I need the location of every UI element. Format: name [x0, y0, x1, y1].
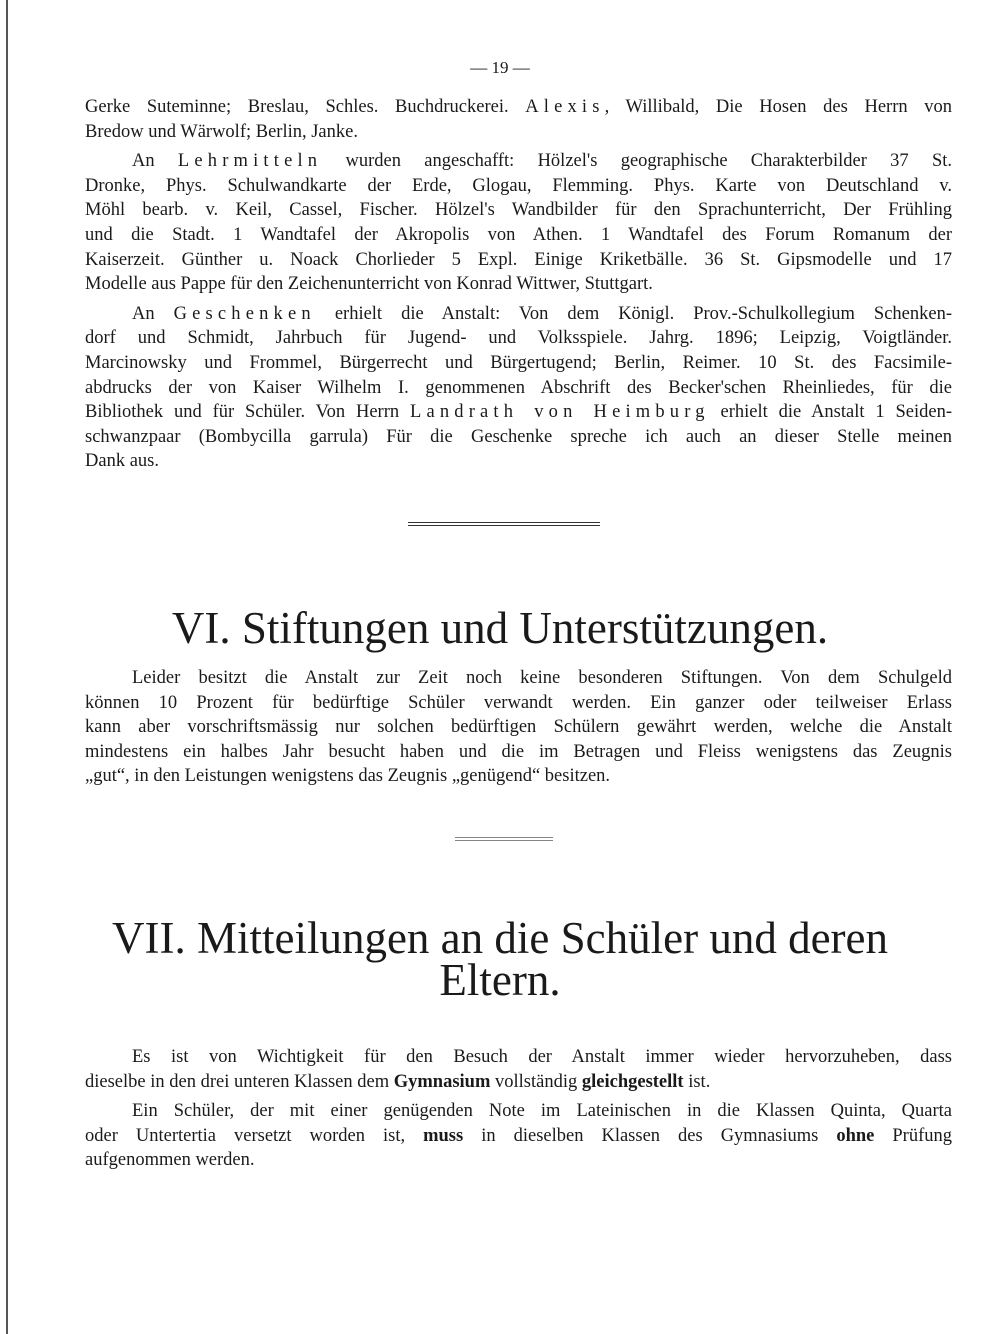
text-line	[85, 198, 952, 223]
text-segment: erhielt die Anstalt 1 Seiden-	[709, 402, 952, 423]
bold-text: ohne	[836, 1125, 875, 1146]
text-line	[85, 248, 952, 273]
paragraph	[85, 302, 952, 474]
text-line	[85, 425, 952, 450]
text-line	[85, 149, 952, 174]
paragraph-block	[85, 666, 952, 794]
section-heading-vii-line2: Eltern.	[439, 955, 561, 1005]
text-line	[85, 302, 952, 327]
text-line	[85, 326, 952, 351]
text-segment: An	[132, 151, 178, 172]
section-divider	[408, 522, 600, 526]
section-heading-vi: VI. Stiftungen und Unterstützungen.	[171, 603, 829, 653]
text-segment: Ein Schüler, der mit einer genügenden Note im Lateinischen in die Klassen Quinta, Quarta	[132, 1101, 952, 1122]
page-number: — 19 —	[470, 58, 530, 77]
spaced-text: Landrath von Heimburg	[409, 402, 710, 423]
text-segment: mindestens ein halbes Jahr besucht haben und die im Betragen und Fleiss wenigstens das Zeugnis	[85, 741, 952, 762]
text-segment: kann aber vorschriftsmässig nur solchen bedürftigen Schülern gewährt werden, welche die Anstalt	[85, 717, 952, 738]
text-segment: Es ist von Wichtigkeit für den Besuch der Anstalt immer wieder hervorzuheben, dass	[132, 1047, 952, 1067]
text-segment: dorf und Schmidt, Jahrbuch für Jugend- und Volksspiele. Jahrg. 1896; Leipzig, Voigtländer.	[85, 328, 952, 349]
section-heading-vii: VII. Mitteilungen an die Schüler und deren	[111, 913, 889, 963]
bold-text: gleichgestellt	[581, 1071, 684, 1092]
text-segment: Gerke Suteminne; Breslau, Schles. Buchdruckerei.	[85, 97, 526, 117]
text-line	[85, 376, 952, 401]
text-segment: Dank aus.	[85, 451, 159, 472]
paragraph	[85, 1045, 952, 1094]
spaced-text: Geschenken	[173, 303, 316, 324]
paragraph	[85, 149, 952, 297]
text-segment: An	[132, 303, 174, 324]
bold-text: Gymnasium	[393, 1071, 491, 1092]
text-segment: „gut“, in den Leistungen wenigstens das Zeugnis „genügend“ besitzen.	[85, 766, 611, 787]
text-line	[85, 1099, 952, 1124]
text-segment: erhielt die Anstalt: Von dem Königl. Prov.-Schulkollegium Schenken-	[315, 303, 952, 324]
text-segment: , Willibald, Die Hosen des Herrn von	[604, 97, 952, 117]
text-line	[85, 715, 952, 740]
page-binding-edge	[6, 0, 8, 1334]
text-segment: Bredow und Wärwolf; Berlin, Janke.	[85, 121, 358, 142]
paragraph	[85, 1099, 952, 1173]
text-segment: in dieselben Klassen des Gymnasiums	[463, 1125, 837, 1146]
text-segment: Dronke, Phys. Schulwandkarte der Erde, Glogau, Flemming. Phys. Karte von Deutschland v.	[85, 175, 952, 196]
text-line	[85, 95, 952, 120]
text-line	[85, 764, 952, 789]
text-segment: und die Stadt. 1 Wandtafel der Akropolis von Athen. 1 Wandtafel des Forum Romanum der	[85, 224, 952, 245]
text-segment: schwanzpaar (Bombycilla garrula) Für die Geschenke spreche ich auch an dieser Stelle meinen	[85, 426, 952, 447]
text-segment: vollständig	[490, 1071, 582, 1092]
text-segment: wurden angeschafft: Hölzel's geographische Charakterbilder 37 St.	[322, 151, 952, 172]
text-line	[85, 120, 952, 145]
spaced-text: Lehrmitteln	[177, 151, 323, 172]
spaced-text: Alexis	[525, 97, 605, 117]
section-divider	[455, 837, 553, 841]
text-segment: oder Untertertia versetzt worden ist,	[85, 1125, 424, 1146]
text-segment: Marcinowsky und Frommel, Bürgerrecht und Bürgertugend; Berlin, Reimer. 10 St. des Facsimile-	[85, 352, 952, 373]
text-segment: Bibliothek und für Schüler. Von Herrn	[85, 402, 410, 423]
text-segment: ist.	[683, 1071, 711, 1092]
text-segment: abdrucks der von Kaiser Wilhelm I. genommenen Abschrift des Becker'schen Rheinliedes, für die	[85, 377, 952, 398]
text-line	[85, 449, 952, 474]
paragraph	[85, 666, 952, 789]
text-line	[85, 400, 952, 425]
paragraph-block	[85, 1045, 952, 1178]
text-segment: Modelle aus Pappe für den Zeichenunterricht von Konrad Wittwer, Stuttgart.	[85, 274, 653, 295]
paragraph-block	[85, 95, 952, 479]
text-segment: Prüfung	[874, 1125, 952, 1146]
text-segment: aufgenommen werden.	[85, 1150, 255, 1171]
text-segment: dieselbe in den drei unteren Klassen dem	[85, 1071, 394, 1092]
text-segment: Leider besitzt die Anstalt zur Zeit noch keine besonderen Stiftungen. Von dem Schulgeld	[132, 668, 952, 688]
text-line	[85, 351, 952, 376]
text-segment: können 10 Prozent für bedürftige Schüler verwandt werden. Ein ganzer oder teilweiser Erlass	[85, 692, 952, 713]
bold-text: muss	[423, 1125, 464, 1146]
text-line	[85, 740, 952, 765]
text-line	[85, 174, 952, 199]
text-line	[85, 666, 952, 691]
text-segment: Möhl bearb. v. Keil, Cassel, Fischer. Hölzel's Wandbilder für den Sprachunterricht, Der Frühling	[85, 200, 952, 221]
text-line	[85, 1045, 952, 1070]
text-line	[85, 1148, 952, 1173]
text-line	[85, 223, 952, 248]
text-line	[85, 1070, 952, 1095]
text-segment: Kaiserzeit. Günther u. Noack Chorlieder 5 Expl. Einige Kriketbälle. 36 St. Gipsmodelle und 17	[85, 249, 952, 270]
text-line	[85, 691, 952, 716]
paragraph	[85, 95, 952, 144]
text-line	[85, 272, 952, 297]
text-line	[85, 1124, 952, 1149]
